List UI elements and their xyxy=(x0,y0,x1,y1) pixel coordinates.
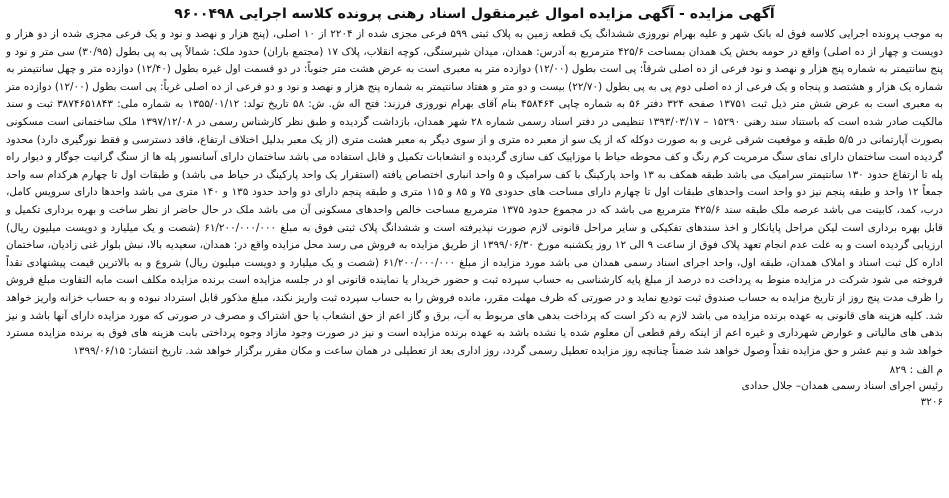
notice-title: آگهی مزایده - آگهی مزایده اموال غیرمنقول اسناد رهنی پرونده کلاسه اجرایی ۹۶۰۰۴۹۸ xyxy=(174,6,775,22)
notice-body: به موجب پرونده اجرایی کلاسه فوق له بانک شهر و علیه بهرام نوروزی ششدانگ یک قطعه زمین به پلاک ثبتی ۵۹۹ فرعی مجزی شده از ۲۲۰۴ از ۱۰ اصلی، (پنج هزار و نهصد و نود و یک فرعی مجزی شده از دو هزار و دویست و چهار از ده اصلی) واقع در حومه بخش یک همدان بمساحت ۴۲۵/۶ مترمربع به آدرس: همدان، میدان شیرسنگی، کوچه انقلاب، پلاک ۱۷ (مجتمع باران) حدود ملک: شمالاً پی به پی بطول (۳۰/۹۵) سی متر و نود و پنج سانتیمتر به شماره پنج هزار و نهصد و نود فرعی از ده اصلی شرقاً: پی است بطول (۱۲/۰۰) دوازده متر به معبری است به عرض هشت متر جنوباً: در دو قسمت اول غیره بطول (۱۲/۴۰) دوازده متر و چهل سانتیمتر به شماره یک هزار و هشتصد و پنجاه و یک فرعی از ده اصلی دوم پی به پی بطول (۲۲/۷۰) بیست و دو متر و هفتاد سانتیمتر به شماره پنج هزار و نهصد و نود و دو فرعی از ده اصلی غرباً: پی است بطول (۱۲/۰۰) دوازده متر به معبری است به عرض شش متر ذیل ثبت ۱۳۷۵۱ صفحه ۳۲۴ دفتر ۵۶ به شماره چاپی ۴۵۸۴۶۴ بنام آقای بهرام نوروزی فرزند: فتح اله ش. ش: ۵۸ تاریخ تولد: ۱۳۵۵/۰۱/۱۲ به شماره ملی: ۳۸۷۴۶۵۱۸۴۳ ثبت و سند مالکیت صادر شده است که باستناد سند رهنی ۱۵۲۹۰ – ۱۳۹۳/۰۳/۱۷ تنظیمی در دفتر اسناد رسمی شماره ۲۸ شهر همدان، بازداشت گردیده و طبق نظر کارشناس رسمی در ۱۳۹۷/۱۲/۰۸ ملک ساختمانی است مسکونی بصورت آپارتمانی در ۵/۵ طبقه و موقعیت شرقی غربی و به صورت دوکله که از یک سو از معبر ده متری و از سوی دیگر به معبر هشت متری (از یک معبر بدلیل اختلاف ارتفاع، فاقد دسترسی و فقط نورگیری دارد) محدود گردیده است ساختمان دارای نمای سنگ مرمریت کرم رنگ و کف محوطه حیاط با موزاییک کف سازی گردیده و انشعابات تکمیل و قابل استفاده می باشد ساختمان دارای آسانسور پله ها از سنگ گرانیت جوگار و دیوار راه پله تا ارتفاع حدود ۱۳۰ سانتیمتر سرامیک می باشد طبقه همکف به ۱۳ واحد پارکینگ با کف سرامیک و ۵ واحد انباری اختصاص یافته (استقرار یک واحد پارکینگ در حیاط می باشد) و طبقات اول تا چهارم هرکدام سه واحد جمعاً ۱۲ واحد و طبقه پنجم نیز دو واحد است واحدهای طبقات اول تا چهارم دارای مساحت های حدودی ۷۵ و ۸۵ و ۱۱۵ متری و طبقه پنجم دارای دو واحد حدود ۱۳۵ و ۱۴۰ متری می باشد واحدها دارای سرویس کامل، درب، کمد، کابینت می باشد عرصه ملک طبقه سند ۴۲۵/۶ مترمربع می باشد که در مجموع حدود ۱۳۷۵ مترمربع مساحت خالص واحدهای مسکونی آن می باشد ملک در حال حاضر از نظر ساخت و بهره برداری تکمیل و قابل بهره برداری است لیکن مراحل پایانکار و اخذ سندهای تفکیکی و سایر مراحل قانونی لازم صورت نپذیرفته است و ششدانگ پلاک ثبتی فوق به مبلغ ۶۱/۲۰۰/۰۰۰/۰۰۰ (شصت و یک میلیارد و دویست میلیون ریال) ارزیابی گردیده است و به علت عدم انجام تعهد پلاک فوق از ساعت ۹ الی ۱۲ روز یکشنبه مورخ ۱۳۹۹/۰۶/۳۰ از طریق مزایده به فروش می رسد محل مزایده واقع در: همدان، سعیدیه بالا، نبش بلوار غنی زادیان، ساختمان اداره کل ثبت اسناد و املاک همدان، طبقه اول، واحد اجرای اسناد رسمی همدان می باشد مورد مزایده از مبلغ ۶۱/۲۰۰/۰۰۰/۰۰۰ (شصت و یک میلیارد و دویست میلیون ریال) شروع و به بالاترین قیمت پیشنهادی نقداً فروخته می شود شرکت در مزایده منوط به پرداخت ده درصد از مبلغ پایه کارشناسی به حساب سپرده ثبت و حضور خریدار یا نماینده قانونی او در جلسه مزایده است برنده مزایده مکلف است مابه التفاوت مبلغ فروش را ظرف مدت پنج روز از تاریخ مزایده به حساب صندوق ثبت تودیع نماید و در صورتی که ظرف مهلت مقرر، مانده فروش را به حساب سپرده ثبت واریز نکند، مبلغ مذکور قابل استرداد نبوده و به حساب خزانه واریز خواهد شد. کلیه هزینه های قانونی به عهده برنده مزایده می باشد لازم به ذکر است که پرداخت بدهی های مربوط به آب، برق و گاز اعم از حق انشعاب یا حق اشتراک و مصرف در صورتی که مورد مزایده دارای آنها باشد و نیز بدهی های مالیاتی و عوارض شهرداری و غیره اعم از اینکه رقم قطعی آن معلوم شده یا نشده باشد به عهده برنده مزایده است و نیز در صورت وجود مازاد وجوه پرداختی بابت هزینه های فوق به برنده مزایده مسترد خواهد شد و نیم عشر و حق مزایده نقداً وصول خواهد شد ضمناً چنانچه روز مزایده تعطیل رسمی گردد، روز اداری بعد از تعطیلی در همان ساعت و مکان مقرر برگزار خواهد شد. تاریخ انتشار: ۱۳۹۹/۰۶/۱۵ xyxy=(6,28,944,357)
notice-reference-id: م الف : ۸۲۹ xyxy=(889,364,943,377)
notice-signature: رئیس اجرای اسناد رسمی همدان– جلال حدادی xyxy=(741,380,943,393)
auction-notice xyxy=(6,4,943,494)
notice-number: ۳۲۰۶ xyxy=(920,396,943,409)
notice-footer xyxy=(6,362,943,410)
